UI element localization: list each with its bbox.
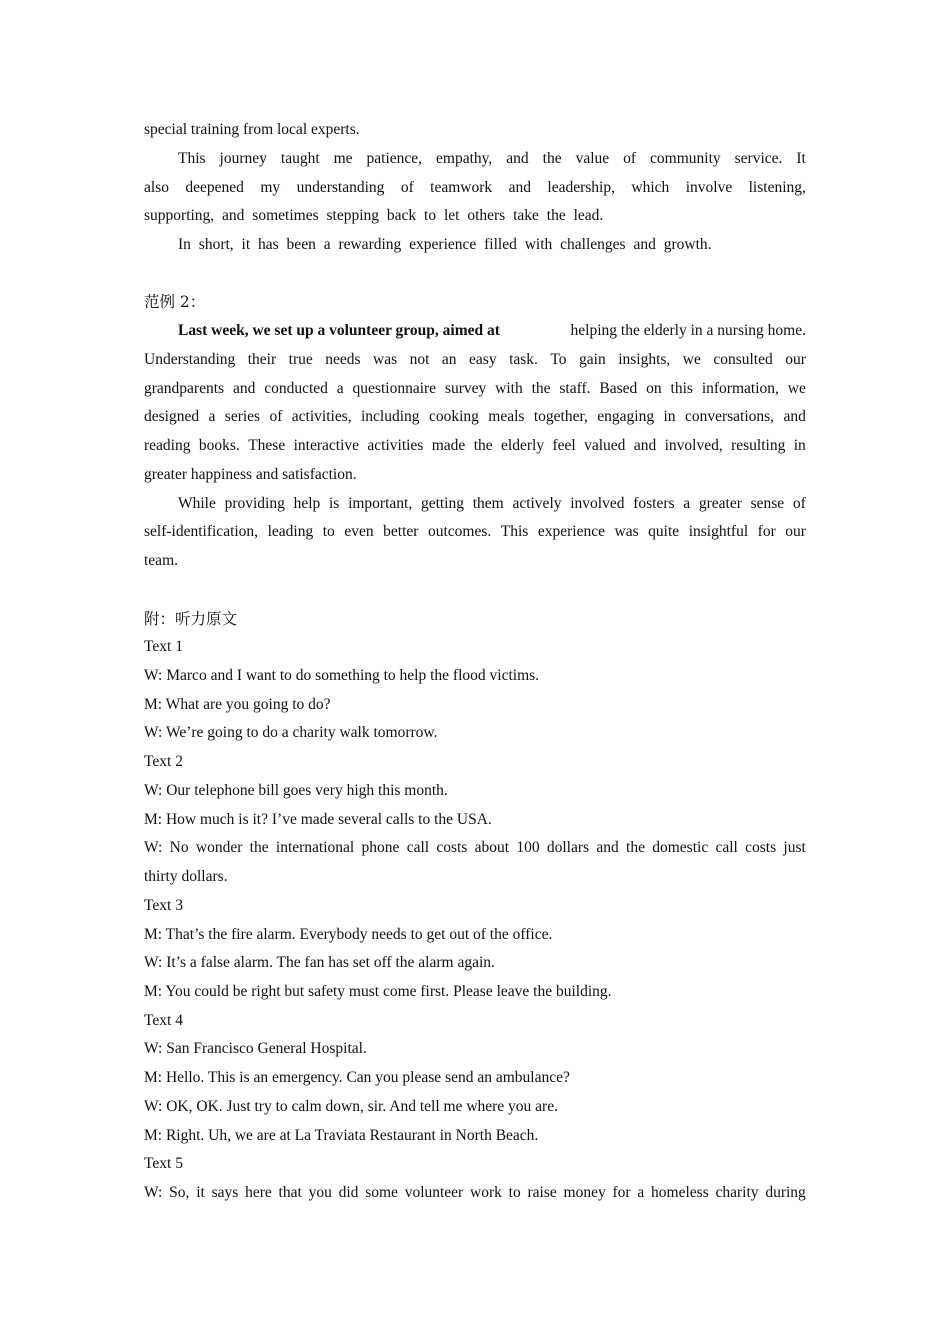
word: While [178,495,216,512]
transcript-line: M: Hello. This is an emergency. Can you please send an ambulance? [144,1069,570,1086]
example-first-line [178,321,806,341]
word: says [211,1184,239,1201]
word: here [245,1184,272,1201]
word: interactive [293,437,359,454]
word: together, [533,408,588,425]
word: work [470,1184,502,1201]
word: the [542,150,562,167]
word: staff. [559,380,591,397]
body-line-justified [144,407,806,427]
word: Based [599,380,638,397]
word: wonder [195,839,243,856]
word: This [500,523,529,540]
word: journey [219,150,267,167]
word: empathy, [436,150,493,167]
word: international [275,839,355,856]
word: outcomes. [427,523,492,540]
word: task. [509,351,538,368]
word: the [473,437,493,454]
word: it [196,1184,205,1201]
word: me [333,150,353,167]
word: service. [734,150,783,167]
word: and [232,380,256,397]
word: experience [537,523,605,540]
word: a [208,408,216,425]
transcript-line: W: We’re going to do a charity walk tomorrow. [144,724,438,741]
word: charity [715,1184,759,1201]
word: W: [144,1184,163,1201]
word: dollars [546,839,590,856]
word: to [508,1184,521,1201]
appendix-heading: 附：听力原文 [144,610,238,628]
word: It [796,150,806,167]
word: about [474,839,510,856]
transcript-line-justified [144,1183,806,1203]
word: some [365,1184,398,1201]
word: a [637,1184,645,1201]
word: self-identification, [144,523,259,540]
transcript-line: M: That’s the fire alarm. Everybody needs to get out of the office. [144,926,553,943]
word: understanding [296,179,385,196]
body-line: In short, it has been a rewarding experience filled with challenges and growth. [178,236,712,253]
transcript-line: W: San Francisco General Hospital. [144,1040,367,1057]
transcript-label: Text 3 [144,897,183,914]
word: on [646,380,662,397]
word: help [293,495,321,512]
transcript-line: M: Right. Uh, we are at La Traviata Restaurant in North Beach. [144,1127,539,1144]
word: during [765,1184,806,1201]
word: money [563,1184,606,1201]
word: of [400,179,414,196]
word: fosters [633,495,675,512]
word: Understanding [144,351,236,368]
transcript-label: Text 2 [144,753,183,770]
word: also [144,179,169,196]
word: them [472,495,504,512]
word: getting [420,495,464,512]
word: 100 [516,839,540,856]
first-line-rest: helping the elderly in a nursing home. [570,322,806,339]
word: call [406,839,430,856]
word: an [441,351,457,368]
word: a [336,380,344,397]
word: and [783,408,806,425]
word: volunteer [404,1184,464,1201]
word: questionnaire [352,380,437,397]
word: the [626,839,645,856]
body-line: team. [144,552,178,569]
word: W: [144,839,163,856]
word: value [575,150,610,167]
body-line-justified [144,379,806,399]
word: involve [685,179,733,196]
word: consulted [713,351,773,368]
word: greater [698,495,742,512]
word: homeless [651,1184,709,1201]
word: quite [648,523,680,540]
word: activities [367,437,424,454]
transcript-line: W: Marco and I want to do something to help the flood victims. [144,667,540,684]
word: insightful [688,523,749,540]
word: books. [198,437,240,454]
word: So, [169,1184,190,1201]
word: No [169,839,189,856]
word: These [248,437,286,454]
word: of [269,408,283,425]
word: better [383,523,419,540]
word: in [663,408,676,425]
word: patience, [366,150,423,167]
word: leading [267,523,314,540]
body-line-justified [144,522,806,542]
transcript-line-justified [144,838,806,858]
word: with [495,380,523,397]
word: To [550,351,567,368]
word: call [715,839,738,856]
word: reading [144,437,191,454]
example-heading: 范例 2： [144,293,206,311]
word: for [612,1184,631,1201]
word: and [596,839,619,856]
word: teamwork [430,179,493,196]
word: listening, [748,179,806,196]
word: you [308,1184,332,1201]
word: and [508,179,531,196]
transcript-line: M: You could be right but safety must come first. Please leave the building. [144,983,612,1000]
word: our [785,351,806,368]
transcript-line: thirty dollars. [144,868,228,885]
word: designed [144,408,200,425]
word: This [178,150,206,167]
word: that [278,1184,302,1201]
transcript-label: Text 5 [144,1155,183,1172]
body-line-justified [144,350,806,370]
word: insights, [618,351,671,368]
transcript-line: W: It’s a false alarm. The fan has set off the alarm again. [144,954,495,971]
word: taught [280,150,320,167]
word: our [785,523,806,540]
word: valued [584,437,626,454]
word: needs [325,351,361,368]
word: survey [444,380,487,397]
body-line-justified [144,436,806,456]
transcript-line: M: What are you going to do? [144,696,331,713]
word: which [631,179,670,196]
word: providing [224,495,285,512]
word: meals [488,408,525,425]
word: their [247,351,277,368]
transcript-line: W: OK, OK. Just try to calm down, sir. And tell me where you are. [144,1098,558,1115]
word: information, [701,380,779,397]
word: we [787,380,806,397]
word: conducted [264,380,328,397]
body-line-justified [178,494,806,514]
body-line: supporting, and sometimes stepping back to let others take the lead. [144,207,604,224]
word: for [757,523,776,540]
word: of [623,150,637,167]
word: including [361,408,420,425]
word: feel [552,437,576,454]
word: activities, [291,408,352,425]
word: costs [436,839,468,856]
word: costs [745,839,777,856]
transcript-label: Text 1 [144,638,183,655]
word: resulting [731,437,786,454]
word: and [633,437,657,454]
word: the [531,380,551,397]
body-line: greater happiness and satisfaction. [144,466,357,483]
word: engaging [597,408,655,425]
word: is [329,495,340,512]
word: phone [361,839,400,856]
word: to [322,523,335,540]
word: of [792,495,806,512]
transcript-label: Text 4 [144,1012,183,1029]
word: the [249,839,269,856]
word: involved [570,495,625,512]
word: a [683,495,691,512]
word: community [650,150,721,167]
word: true [288,351,313,368]
transcript-line: M: How much is it? I’ve made several calls to the USA. [144,811,492,828]
bold-lead-text: Last week, we set up a volunteer group, aimed at [178,322,500,339]
word: made [431,437,466,454]
word: and [506,150,529,167]
word: just [783,839,806,856]
word: did [338,1184,359,1201]
word: was [614,523,639,540]
word: this [670,380,693,397]
word: in [793,437,806,454]
word: we [682,351,701,368]
word: grandparents [144,380,225,397]
body-line-justified [144,178,806,198]
word: elderly [501,437,545,454]
word: sense [750,495,785,512]
word: deepened [185,179,244,196]
word: series [224,408,261,425]
word: raise [527,1184,557,1201]
word: cooking [428,408,479,425]
word: important, [348,495,413,512]
word: involved, [664,437,723,454]
word: my [260,179,281,196]
word: even [344,523,374,540]
body-line: special training from local experts. [144,121,360,138]
word: was [373,351,398,368]
transcript-line: W: Our telephone bill goes very high this month. [144,782,448,799]
word: domestic [652,839,709,856]
word: easy [469,351,497,368]
word: conversations, [684,408,775,425]
body-line-justified [178,149,806,169]
word: actively [512,495,562,512]
word: not [409,351,430,368]
word: gain [579,351,606,368]
word: leadership, [547,179,615,196]
